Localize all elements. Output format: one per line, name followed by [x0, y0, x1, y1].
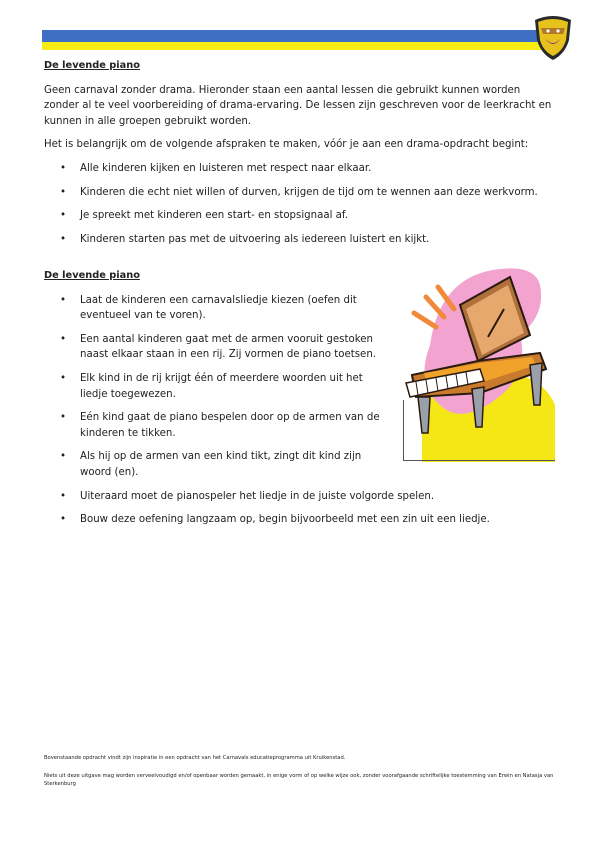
list-item: • Uiteraard moet de pianospeler het liedje in de juiste volgorde spelen. [44, 489, 554, 505]
footer-credit: Bovenstaande opdracht vindt zijn inspiratie in een opdracht van het Carnavals educatieprogramma uit Kruikenstad. [44, 755, 346, 761]
list-item: • Eén kind gaat de piano bespelen door op de armen van de kinderen te tikken. [44, 410, 380, 441]
illustration-border [403, 460, 555, 461]
list-item: • Bouw deze oefening langzaam op, begin bijvoorbeeld met een zin uit een liedje. [44, 512, 554, 528]
piano-illustration [400, 265, 555, 462]
intro-paragraph: Geen carnaval zonder drama. Hieronder staan een aantal lessen die gebruikt kunnen worden zonder al te veel voorbereiding of drama-ervaring. De lessen zijn geschreven voor de leerkracht en kunnen in alle groepen gebruikt worden. [44, 84, 552, 127]
rules-list [44, 161, 554, 247]
header-band-blue [42, 30, 554, 42]
crest-logo [533, 14, 573, 62]
section-heading: De levende piano [44, 60, 140, 71]
list-item: • Als hij op de armen van een kind tikt, zingt dit kind zijn woord (en). [44, 449, 380, 480]
header-band-yellow [42, 42, 554, 50]
lead-paragraph: Het is belangrijk om de volgende afspraken te maken, vóór je aan een drama-opdracht begint: [44, 139, 529, 151]
list-item: • Kinderen die echt niet willen of durven, krijgen de tijd om te wennen aan deze werkvorm. [44, 185, 554, 201]
list-item: • Elk kind in de rij krijgt één of meerdere woorden uit het liedje toegewezen. [44, 371, 380, 402]
list-item: • Alle kinderen kijken en luisteren met respect naar elkaar. [44, 161, 554, 177]
list-item: • Je spreekt met kinderen een start- en stopsignaal af. [44, 208, 554, 224]
list-item: • Een aantal kinderen gaat met de armen vooruit gestoken naast elkaar staan in een rij. Zij vormen de piano toetsen. [44, 332, 380, 363]
illustration-border [403, 400, 404, 461]
footer-copyright: Niets uit deze uitgave mag worden verveelvoudigd en/of openbaar worden gemaakt, in enige vorm of op welke wijze ook, zonder voorafgaande schriftelijke toestemming van Erwin en Natasja van Sterkenburg [44, 773, 554, 787]
list-item: • Kinderen starten pas met de uitvoering als iedereen luistert en kijkt. [44, 232, 554, 248]
instructions-list-continued [44, 489, 554, 528]
list-item: • Laat de kinderen een carnavalsliedje kiezen (oefen dit eventueel van te voren). [44, 293, 380, 324]
section-heading: De levende piano [44, 270, 140, 281]
section-intro [44, 58, 554, 255]
